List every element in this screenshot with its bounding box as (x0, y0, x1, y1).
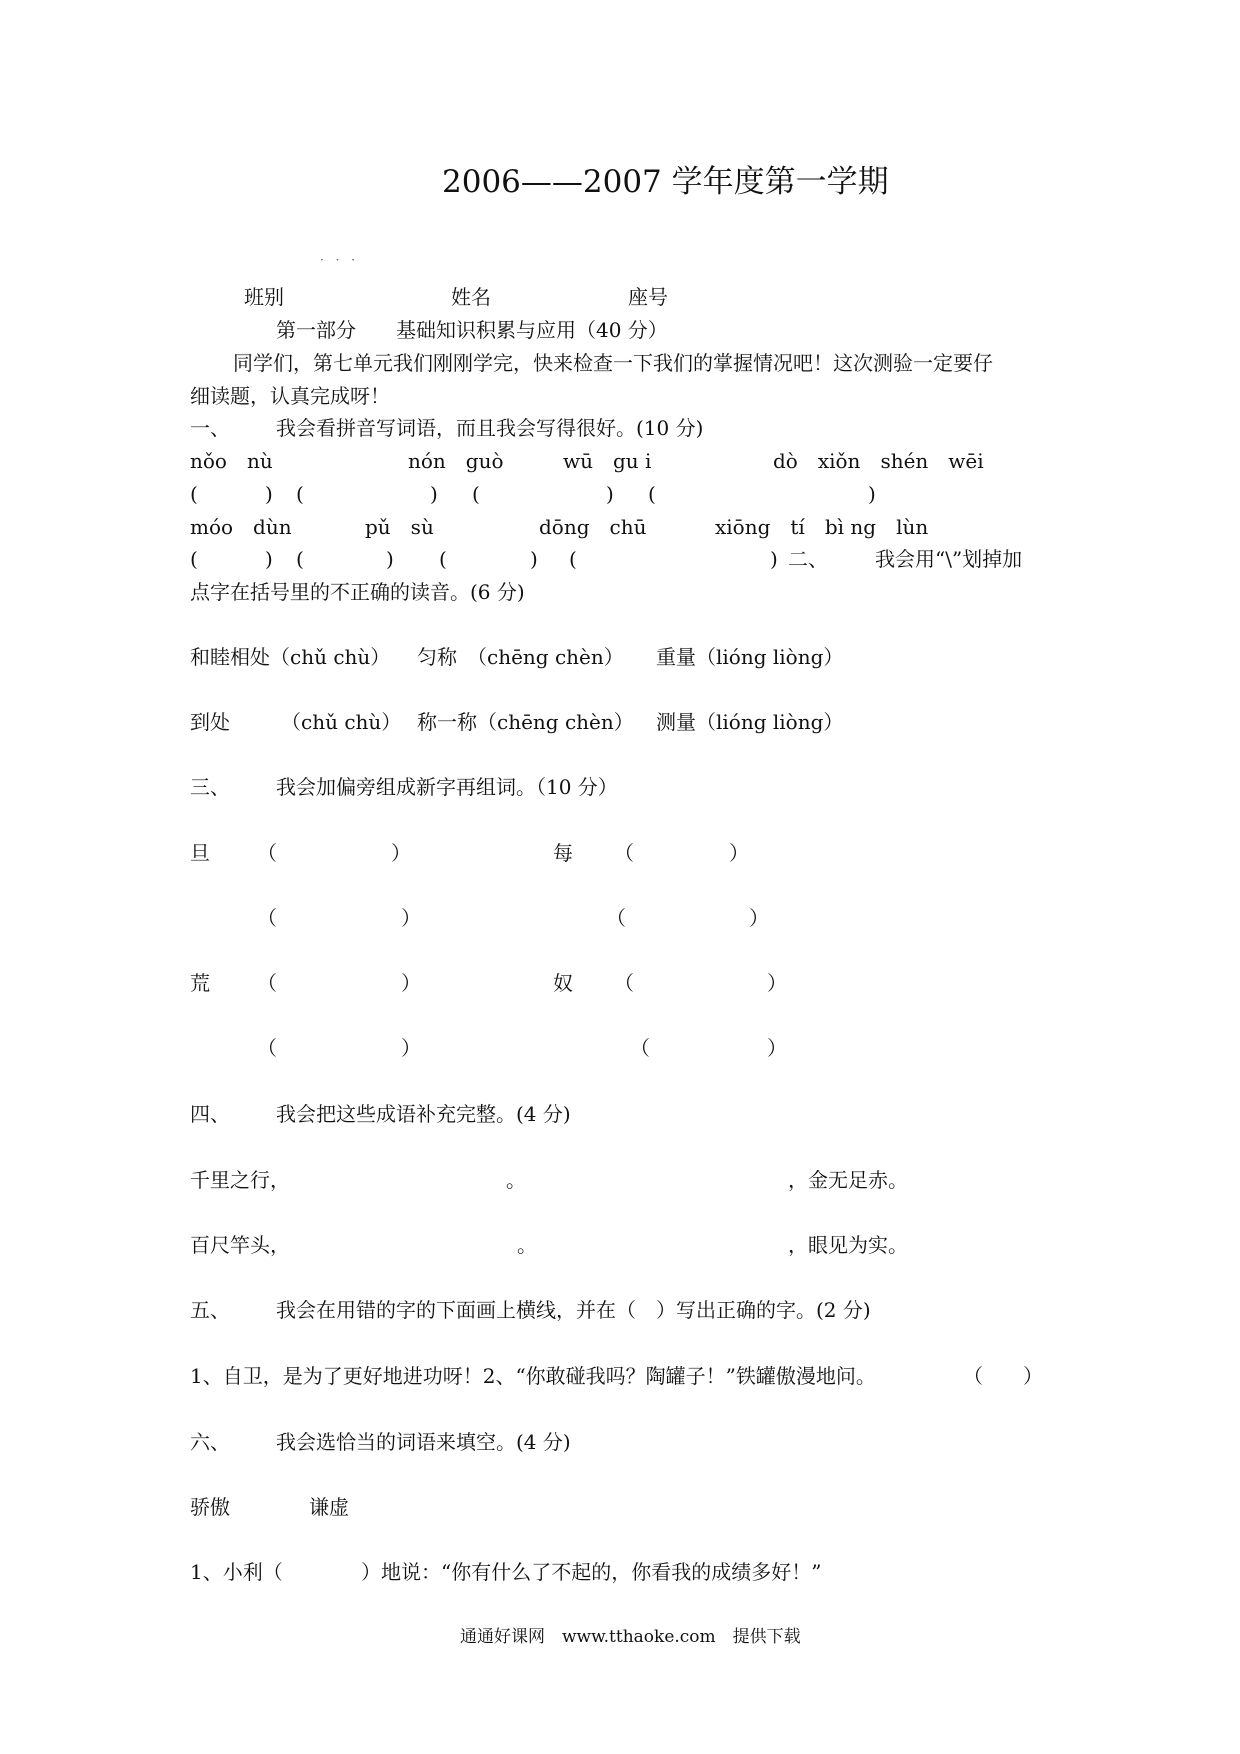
q2-item-2: 匀称 （chēng chèn） (417, 645, 624, 669)
q3-paren-open: （ (614, 841, 634, 865)
q1-answer-paren-open: ( (296, 547, 304, 571)
field-seat: 座号 (628, 285, 668, 309)
q4-idiom-1-start: 千里之行， (190, 1168, 290, 1192)
q1-number: 一、 (190, 416, 230, 440)
q1-answer-paren-close: ) (770, 547, 778, 571)
q4-idiom-2-start: 百尺竿头， (190, 1233, 290, 1257)
q2-text-part1: 我会用“\”划掉加 (875, 547, 1023, 571)
q2-item-5: 称一称（chēng chèn） (417, 710, 634, 734)
q3-char-2: 每 (553, 841, 573, 865)
q1-pinyin-8: xiōng tí bì ng lùn (715, 515, 929, 539)
q3-paren-open: （ (257, 906, 277, 930)
q2-item-1: 和睦相处（chǔ chù） (190, 645, 391, 669)
q2-item-4-word: 到处 (190, 710, 230, 734)
q4-number: 四、 (190, 1102, 230, 1126)
q1-pinyin-3: wū gu i (563, 449, 652, 473)
q3-paren-open: （ (614, 971, 634, 995)
q1-answer-paren-close: ) (868, 482, 876, 506)
q3-paren-close: ） (391, 841, 411, 865)
q1-answer-paren-close: ) (265, 547, 273, 571)
q1-answer-paren-open: ( (472, 482, 480, 506)
q1-pinyin-6: pǔ sù (365, 515, 434, 539)
q5-number: 五、 (190, 1298, 230, 1322)
intro-line-2: 细读题，认真完成呀！ (190, 384, 390, 408)
q3-paren-open: （ (257, 841, 277, 865)
field-name: 姓名 (451, 285, 491, 309)
q3-text: 我会加偏旁组成新字再组词。（10 分） (276, 775, 618, 799)
q4-text: 我会把这些成语补充完整。(4 分) (276, 1102, 571, 1126)
q3-paren-open: （ (606, 906, 626, 930)
q3-paren-open: （ (257, 971, 277, 995)
q1-answer-paren-close: ) (430, 482, 438, 506)
q6-text: 我会选恰当的词语来填空。(4 分) (276, 1430, 571, 1454)
q3-paren-close: ） (767, 971, 787, 995)
q5-sentence: 1、自卫，是为了更好地进功呀！2、“你敢碰我吗？陶罐子！”铁罐傲漫地问。 (190, 1364, 876, 1388)
q2-text-part2: 点字在括号里的不正确的读音。(6 分) (190, 580, 525, 604)
q6-sentence-prefix: 1、小利（ (190, 1560, 283, 1584)
q2-item-6: 测量（lióng liòng） (656, 710, 844, 734)
q3-paren-close: ） (401, 971, 421, 995)
q1-answer-paren-open: ( (296, 482, 304, 506)
q3-char-1: 旦 (190, 841, 210, 865)
q1-answer-paren-open: ( (439, 547, 447, 571)
q1-pinyin-4: dò xiǒn shén wēi (773, 449, 984, 473)
q1-answer-paren-open: ( (190, 547, 198, 571)
q1-pinyin-1: nǒo nù (190, 449, 273, 473)
q3-paren-close: ） (767, 1036, 787, 1060)
q1-answer-paren-open: ( (569, 547, 577, 571)
q6-word-2: 谦虚 (309, 1495, 349, 1519)
q1-answer-paren-open: ( (648, 482, 656, 506)
q1-pinyin-2: nón guò (408, 449, 504, 473)
q3-paren-open: （ (630, 1036, 650, 1060)
q3-paren-close: ） (401, 1036, 421, 1060)
q3-char-4: 奴 (553, 971, 573, 995)
q1-answer-paren-close: ) (606, 482, 614, 506)
part-title: 第一部分 基础知识积累与应用（40 分） (276, 318, 668, 342)
q1-pinyin-7: dōng chū (539, 515, 647, 539)
q1-answer-paren-close: ) (265, 482, 273, 506)
q4-idiom-1-mid: 。 (506, 1168, 526, 1192)
q3-paren-open: （ (257, 1036, 277, 1060)
q3-paren-close: ） (401, 906, 421, 930)
q1-answer-paren-close: ) (530, 547, 538, 571)
q1-answer-paren-open: ( (190, 482, 198, 506)
q6-word-1: 骄傲 (190, 1495, 230, 1519)
q5-text: 我会在用错的字的下面画上横线，并在（ ）写出正确的字。(2 分) (276, 1298, 871, 1322)
q5-blank: （ ） (963, 1364, 1043, 1388)
q2-item-3: 重量（lióng liòng） (656, 645, 844, 669)
q1-answer-paren-close: ) (386, 547, 394, 571)
q4-idiom-2-end: ，眼见为实。 (788, 1233, 908, 1257)
q6-number: 六、 (190, 1430, 230, 1454)
q2-number: 二、 (788, 547, 828, 571)
q1-text: 我会看拼音写词语，而且我会写得很好。(10 分) (276, 416, 704, 440)
q3-number: 三、 (190, 775, 230, 799)
field-class: 班别 (244, 285, 284, 309)
q3-paren-close: ） (729, 841, 749, 865)
intro-line-1: 同学们，第七单元我们刚刚学完，快来检查一下我们的掌握情况吧！这次测验一定要仔 (233, 351, 993, 375)
q3-paren-close: ） (749, 906, 769, 930)
q4-idiom-2-mid: 。 (517, 1233, 537, 1257)
q1-pinyin-5: móo dùn (190, 515, 292, 539)
footer-download-notice: 通通好课网 www.tthaoke.com 提供下载 (460, 1627, 801, 1647)
q3-char-3: 荒 (190, 971, 210, 995)
decorative-dots: · · · (320, 253, 360, 267)
q4-idiom-1-end: ，金无足赤。 (788, 1168, 908, 1192)
exam-title: 2006——2007 学年度第一学期 (442, 164, 889, 200)
q2-item-4-pinyin: （chǔ chù） (281, 710, 402, 734)
q6-sentence-suffix: ）地说：“你有什么了不起的，你看我的成绩多好！” (361, 1560, 822, 1584)
